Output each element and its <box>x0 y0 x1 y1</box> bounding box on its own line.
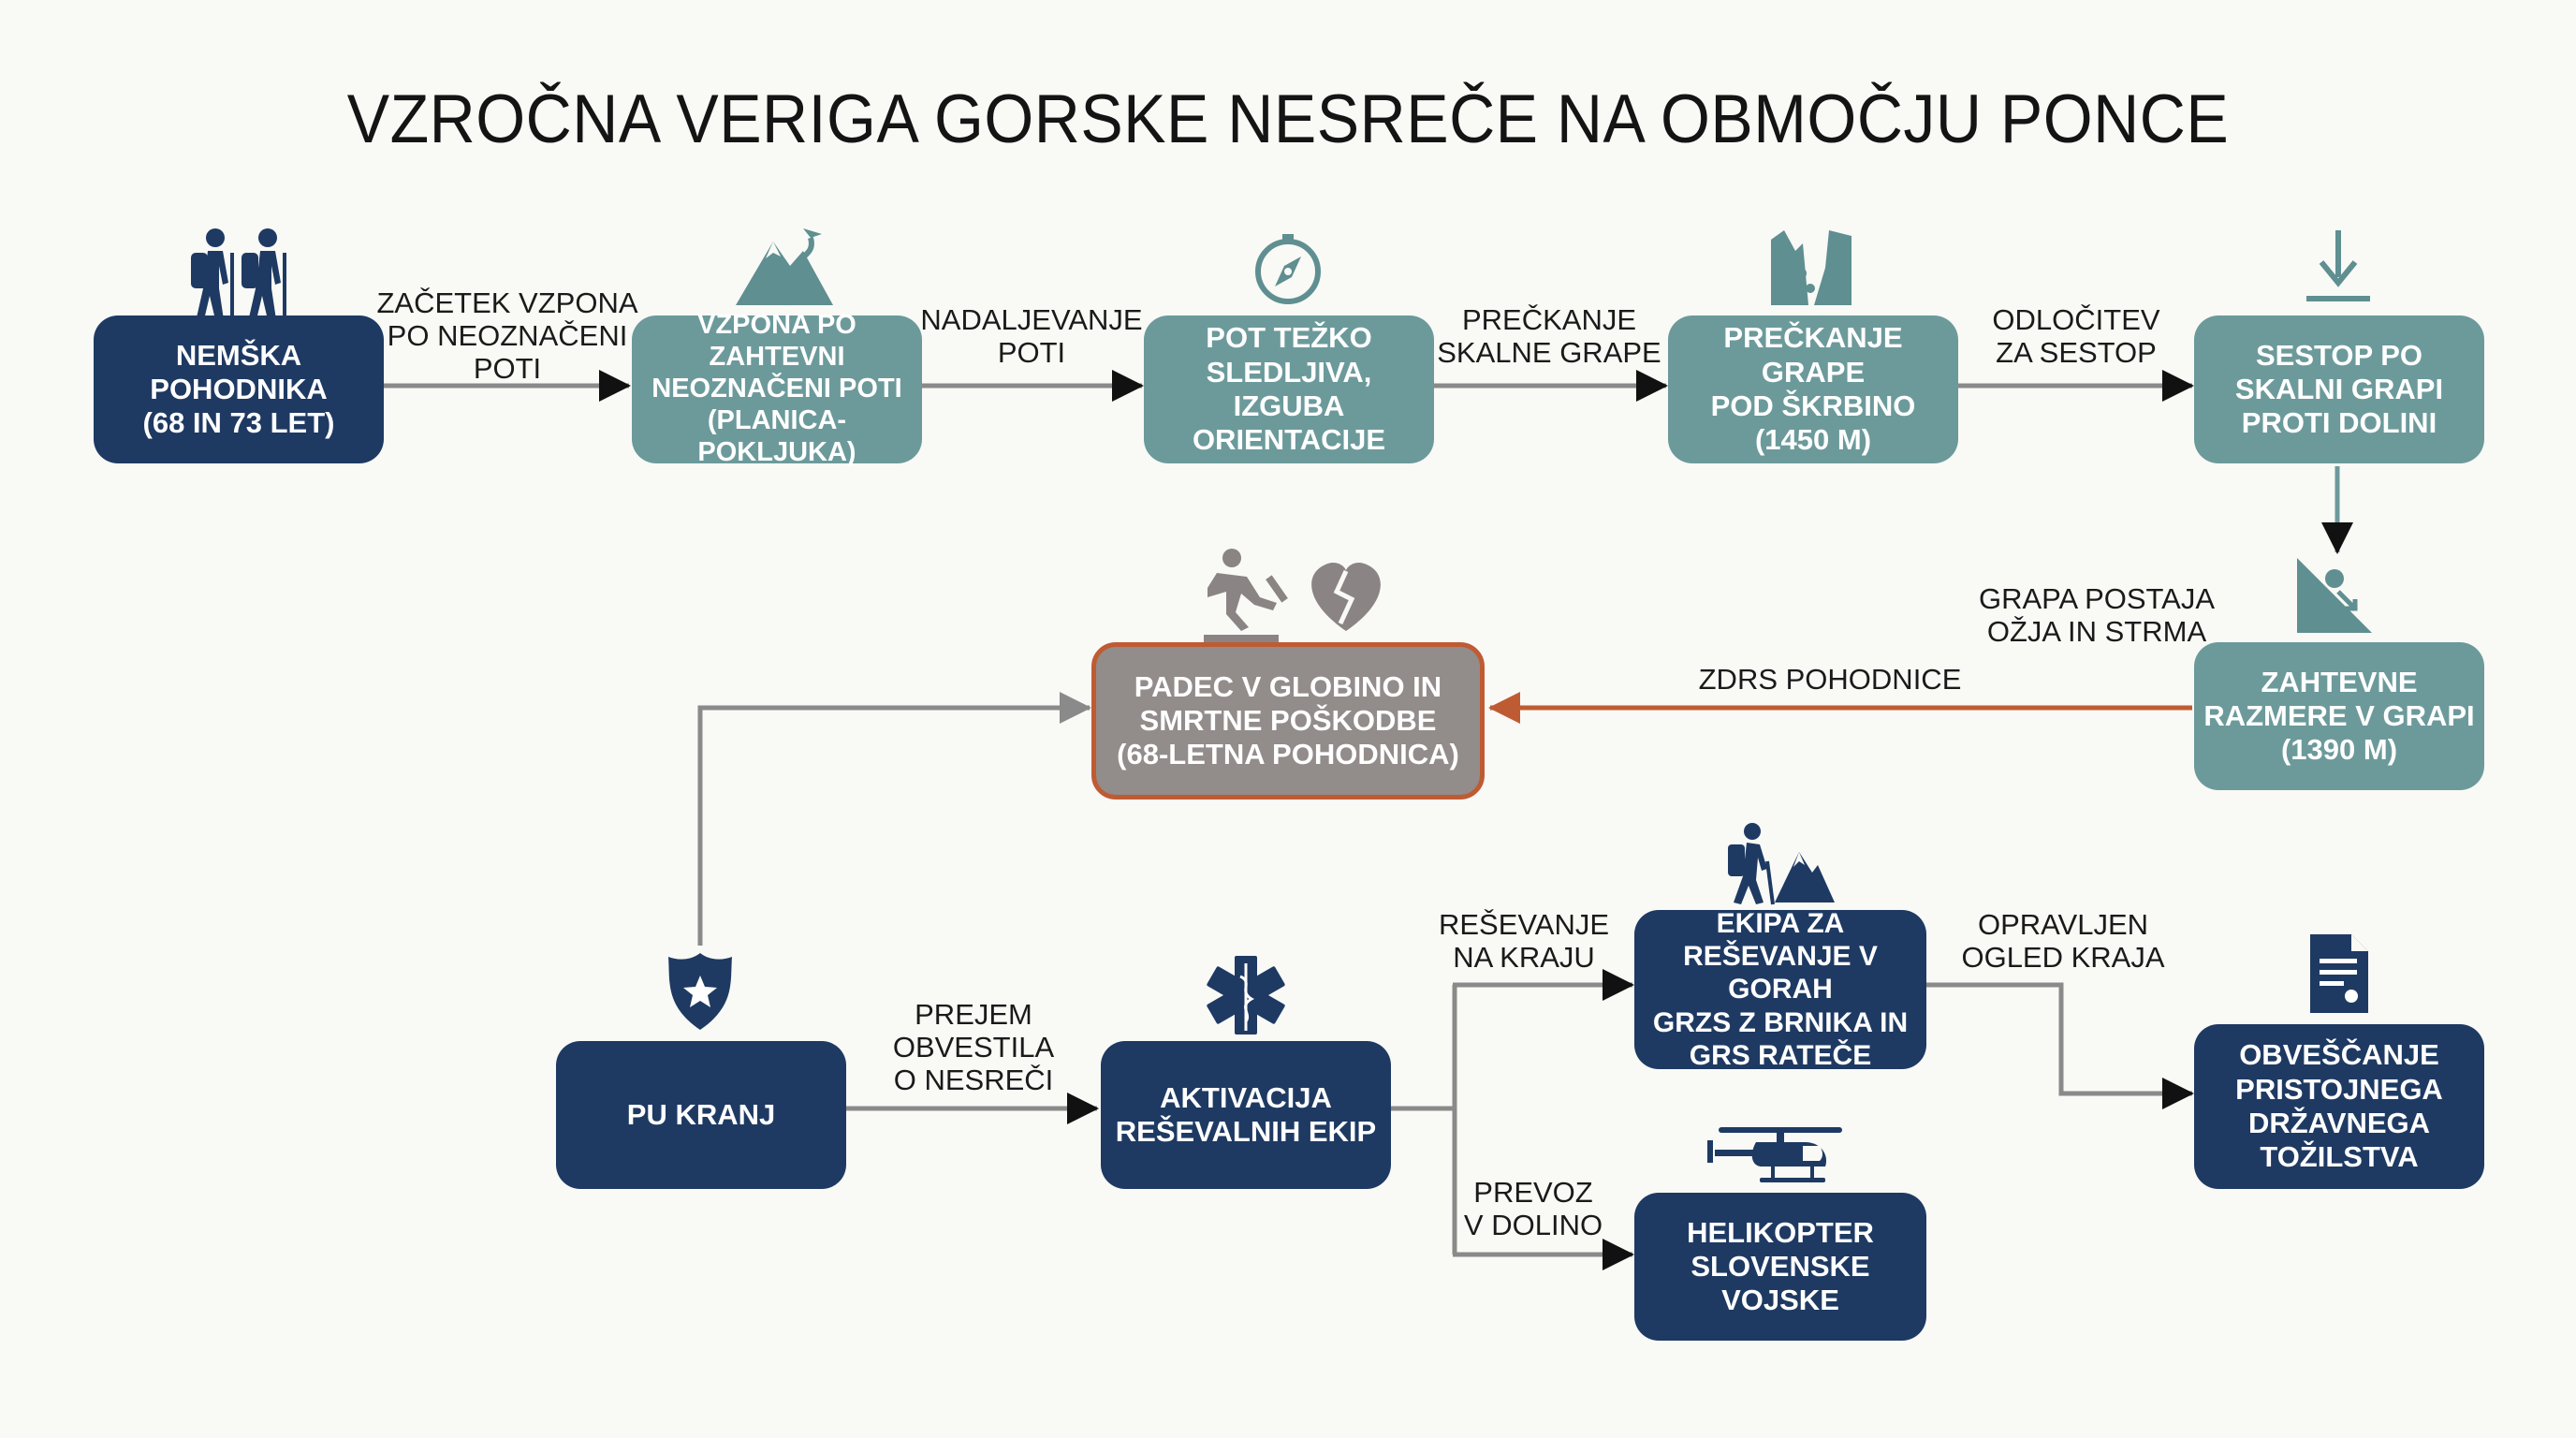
star-of-life-icon <box>1207 956 1286 1034</box>
node-descent <box>2194 315 2484 463</box>
node-conditions <box>2194 642 2484 790</box>
edge-inspection-arrow <box>1926 985 2192 1093</box>
node-fall-label: PADEC V GLOBINO IN SMRTNE POŠKODBE (68-LETNA POHODNICA) <box>1117 669 1459 771</box>
steep-slope-icon <box>2297 558 2372 633</box>
rock-gully-icon <box>1771 230 1852 305</box>
falling-person-icon <box>1204 549 1288 642</box>
node-rescue-team-label: EKIPA ZA REŠEVANJE V GORAH GRZS Z BRNIKA IN GRS RATEČE <box>1652 908 1909 1071</box>
document-icon <box>2310 934 2368 1013</box>
edge-label-slip: ZDRS POHODNICE <box>1698 663 1962 696</box>
broken-heart-icon <box>1311 563 1381 631</box>
node-conditions-label: ZAHTEVNE RAZMERE V GRAPI (1390 M) <box>2203 665 2475 767</box>
node-fall <box>1091 642 1485 800</box>
node-rescue-team <box>1634 910 1926 1069</box>
edge-label-report: PREJEM OBVESTILA O NESREČI <box>892 998 1055 1097</box>
hikers-icon <box>191 228 286 328</box>
node-hikers-label: NEMŠKA POHODNIKA (68 IN 73 LET) <box>142 338 335 440</box>
node-descent-label: SESTOP PO SKALNI GRAPI PROTI DOLINI <box>2234 338 2444 440</box>
edge-label-continue: NADALJEVANJE POTI <box>920 303 1143 370</box>
descent-arrow-icon <box>2306 230 2370 301</box>
node-trail-label: POT TEŽKO SLEDLJIVA, IZGUBA ORIENTACIJE <box>1192 321 1386 457</box>
node-ascent-label: VZPONA PO ZAHTEVNI NEOZNAČENI POTI (PLANICA-POKLJUKA) <box>651 310 902 467</box>
edge-police-link <box>700 708 1090 946</box>
node-prosecutor <box>2194 1024 2484 1189</box>
edge-label-start: ZAČETEK VZPONA PO NEOZNAČENI POTI <box>376 286 638 386</box>
node-gully-crossing <box>1668 315 1958 463</box>
node-ascent <box>632 310 922 467</box>
compass-icon <box>1258 234 1318 301</box>
edge-label-transport: PREVOZ V DOLINO <box>1463 1176 1603 1242</box>
node-trail <box>1144 315 1434 463</box>
node-helicopter-label: HELIKOPTER SLOVENSKE VOJSKE <box>1687 1215 1874 1317</box>
page-title: VZROČNA VERIGA GORSKE NESREČE NA OBMOČJU PONCE <box>346 80 2230 158</box>
node-gully-crossing-label: PREČKANJE GRAPE POD ŠKRBINO (1450 M) <box>1710 321 1916 457</box>
helicopter-icon <box>1707 1127 1842 1182</box>
edge-label-decision: ODLOČITEV ZA SESTOP <box>1992 303 2160 370</box>
node-helicopter <box>1634 1193 1926 1341</box>
node-police-label: PU KRANJ <box>626 1097 776 1131</box>
mountain-rescuer-icon <box>1728 823 1835 904</box>
node-activation-label: AKTIVACIJA REŠEVALNIH EKIP <box>1115 1080 1377 1148</box>
mountain-trail-icon <box>736 228 833 305</box>
node-hikers <box>94 315 384 463</box>
node-activation <box>1101 1041 1391 1189</box>
edge-label-inspection: OPRAVLJEN OGLED KRAJA <box>1961 908 2165 975</box>
edge-label-narrowing: GRAPA POSTAJA OŽJA IN STRMA <box>1978 582 2216 649</box>
node-police <box>556 1041 846 1189</box>
edge-label-rescue-onsite: REŠEVANJE NA KRAJU <box>1438 908 1610 975</box>
node-prosecutor-label: OBVEŠČANJE PRISTOJNEGA DRŽAVNEGA TOŽILSTVA <box>2235 1038 2443 1174</box>
edge-label-crossing: PREČKANJE SKALNE GRAPE <box>1437 303 1661 370</box>
police-badge-icon <box>668 953 732 1030</box>
